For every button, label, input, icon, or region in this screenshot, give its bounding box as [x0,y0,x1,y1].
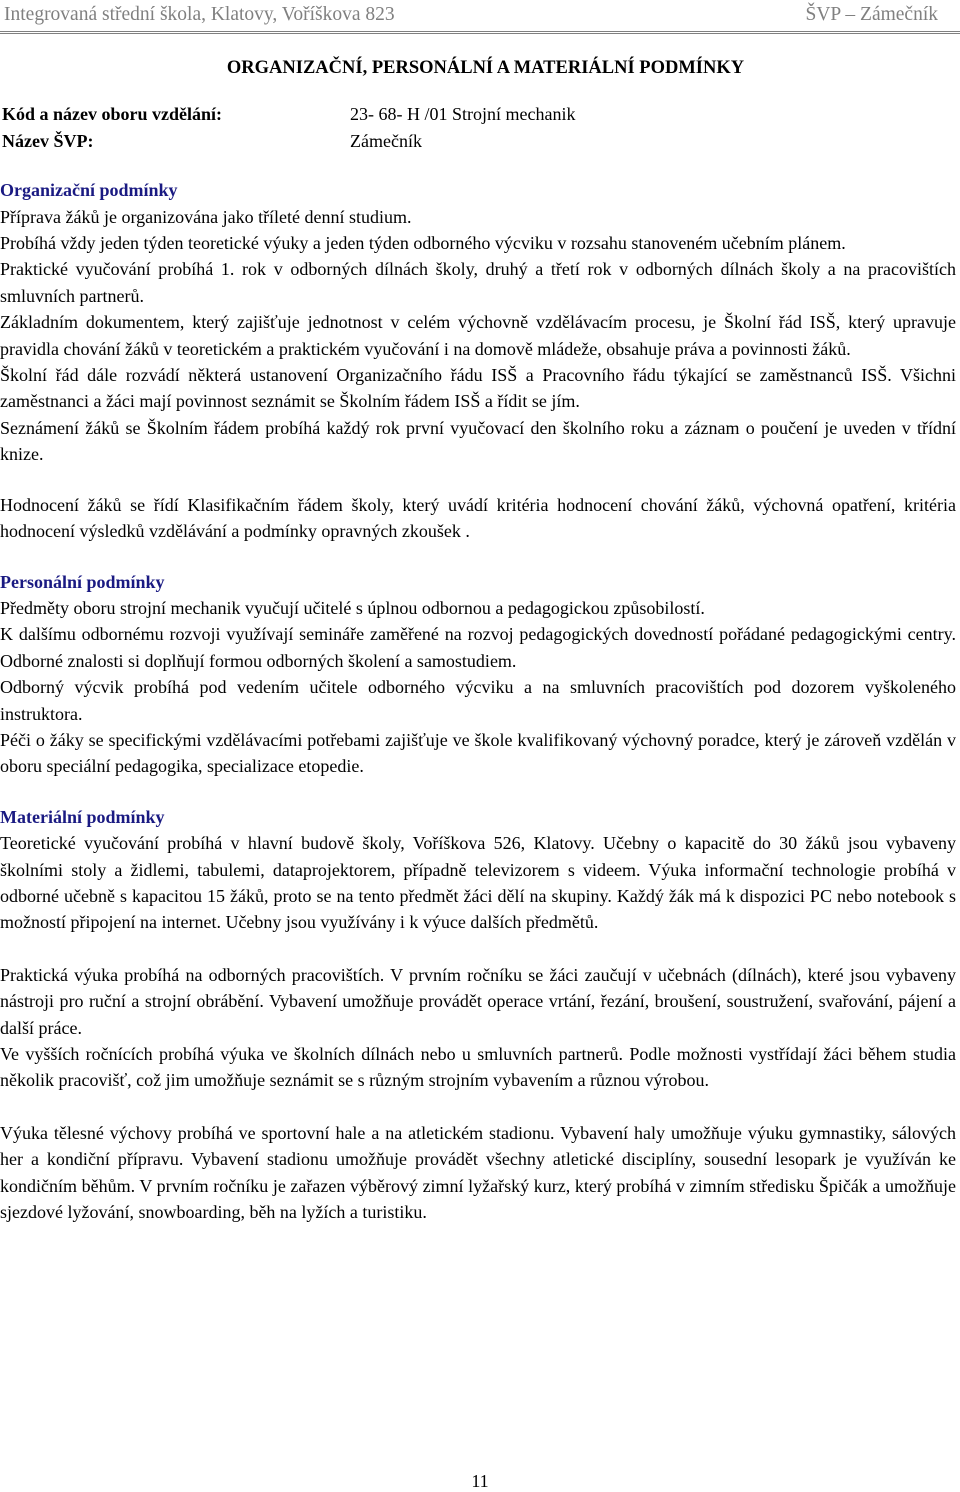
personalni-heading: Personální podmínky [0,571,165,592]
personalni-paragraph: Péči o žáky se specifickými vzdělávacími potřebami zajišťuje ve škole kvalifikovaný výchovný poradce, který je zároveň vzdělán v oboru speciální pedagogika, specializace etopedie. [0,729,956,777]
organizacni-heading: Organizační podmínky [0,180,178,201]
organizacni-paragraph: Probíhá vždy jeden týden teoretické výuky a jeden týden odborného výcviku v rozsahu stanoveném učebním plánem. [0,233,846,254]
page-number: 11 [471,1471,489,1491]
svp-value: Zámečník [350,130,422,151]
materialni-paragraph: Výuka tělesné výchovy probíhá ve sportovní hale a na atletickém stadionu. Vybavení haly umožňuje výuku gymnastiky, sálových her a kondiční přípravu. Vybavení stadionu umožňuje provádět všechny atletické disciplíny, sousední lesopark je využíván ke kondičním běhům. V prvním ročníku je zařazen výběrový zimní lyžařský kurz, který probíhá v zimním středisku Špičák a umožňuje sjezdové lyžování, snowboarding, běh na lyžích a turistiku. [0,1122,956,1223]
header-school-name: Integrovaná střední škola, Klatovy, Voříškova 823 [4,4,395,25]
materialni-paragraph: Praktická výuka probíhá na odborných pracovištích. V prvním ročníku se žáci zaučují v učebnách (dílnách), které jsou vybaveny nástroji pro ruční a strojní obrábění. Vybavení umožňuje provádět operace vrtání, řezání, broušení, soustružení, svařování, pájení a další práce. [0,964,956,1038]
personalni-paragraph: Odborný výcvik probíhá pod vedením učitele odborného výcviku a na smluvních pracovištích pod dozorem vyškoleného instruktora. [0,677,956,724]
personalni-paragraph: K dalšímu odbornému rozvoji využívají semináře zaměřené na rozvoj pedagogických dovedností pořádané pedagogickými centry. Odborné znalosti si doplňují formou odborných školení a samostudiem. [0,624,956,671]
organizacni-paragraph: Příprava žáků je organizována jako tříleté denní studium. [0,206,412,227]
program-info [0,101,956,154]
page-header [0,0,960,34]
materialni-paragraph: Ve vyšších ročnících probíhá výuka ve školních dílnách nebo u smluvních partnerů. Podle možnosti vystřídají žáci během studia několik pracovišť, což jim umožňuje seznámit se s různým strojním vybavením a různou výrobou. [0,1044,956,1091]
hodnoceni-paragraph: Hodnocení žáků se řídí Klasifikačním řádem školy, který uvádí kritéria hodnocení chování žáků, výchovná opatření, kritéria hodnocení výsledků vzdělávání a podmínky opravných zkoušek . [0,494,956,542]
organizacni-paragraph: Základním dokumentem, který zajišťuje jednotnost v celém výchovně vzdělávacím procesu, je Školní řád ISŠ, který upravuje pravidla chování žáků v teoretickém a praktickém vyučování i na domově mládeže, obsahuje práva a povinnosti žáků. [0,312,956,359]
organizacni-paragraph: Školní řád dále rozvádí některá ustanovení Organizačního řádu ISŠ a Pracovního řádu týkající se zaměstnanců ISŠ. Všichni zaměstnanci a žáci mají povinnost seznámit se Školním řádem ISŠ a řídit se jím. [0,365,956,412]
svp-label: Název ŠVP: [2,130,94,151]
materialni-heading: Materiální podmínky [0,806,165,827]
organizacni-paragraph: Praktické vyučování probíhá 1. rok v odborných dílnách školy, druhý a třetí rok v odborných dílnách školy a na pracovištích smluvních partnerů. [0,259,956,306]
document-body [0,55,956,1225]
personalni-paragraph: Předměty oboru strojní mechanik vyučují učitelé s úplnou odbornou a pedagogickou způsobilostí. [0,597,705,618]
organizacni-paragraph: Seznámení žáků se Školním řádem probíhá každý rok první vyučovací den školního roku a záznam o poučení je uveden v třídní knize. [0,417,956,465]
obor-label: Kód a název oboru vzdělání: [2,104,223,125]
materialni-paragraph: Teoretické vyučování probíhá v hlavní budově školy, Voříškova 526, Klatovy. Učebny o kapacitě do 30 žáků jsou vybaveny školními stoly a židlemi, tabulemi, dataprojektorem, případně televizorem s videem. Výuka informační technologie probíhá v odborné učebně s kapacitou 15 žáků, proto se na tento předmět žáci dělí na skupiny. Každý žák má k dispozici PC nebo notebook s možností připojení na internet. Učebny jsou využívány i k výuce dalších předmětů. [0,833,956,933]
header-document-name: ŠVP – Zámečník [805,4,938,25]
obor-value: 23- 68- H /01 Strojní mechanik [350,104,576,125]
page-title: ORGANIZAČNÍ, PERSONÁLNÍ A MATERIÁLNÍ PODMÍNKY [226,58,745,78]
